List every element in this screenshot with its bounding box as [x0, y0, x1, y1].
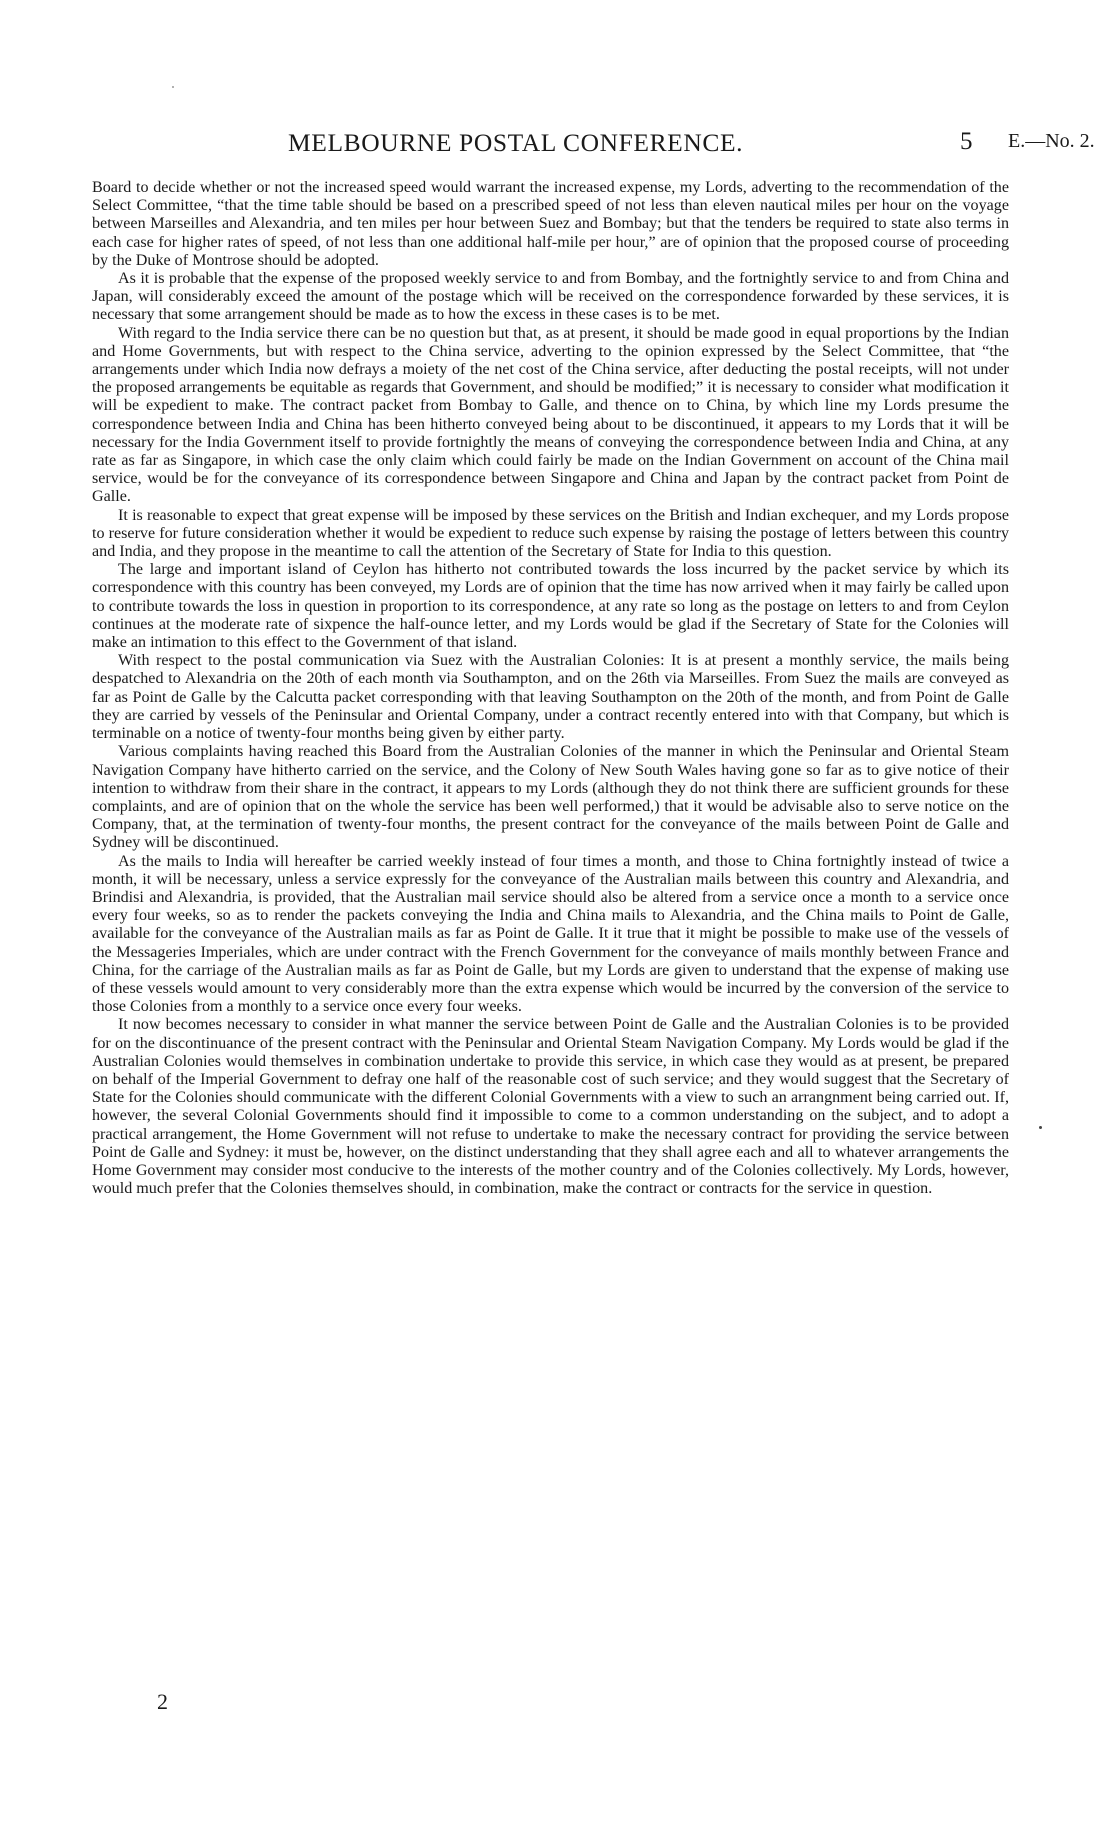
print-speck: [172, 86, 174, 88]
page-number: 5: [960, 128, 973, 155]
running-title: MELBOURNE POSTAL CONFERENCE.: [288, 128, 744, 157]
body-text: [92, 179, 1009, 1198]
paragraph: As the mails to India will hereafter be carried weekly instead of four times a month, and those to China fortnightly instead of twice a month, it will be necessary, unless a service expressly for the conveyance of the Australian mails between this country and Alexandria, and Brindisi and Alexandria, is provided, that the Australian mail service should also be altered from a service once a month to a service once every four weeks, so as to render the packets conveying the India and China mails to Alexandria, and the China mails to Point de Galle, available for the conveyance of the Australian mails as far as Point de Galle. It it true that it might be possible to make use of the vessels of the Messageries Imperiales, which are under contract with the French Government for the conveyance of mails monthly between France and China, for the carriage of the Australian mails as far as Point de Galle, but my Lords are given to understand that the expense of making use of these vessels would amount to very considerably more than the extra expense which would be incurred by the conversion of the service to those Colonies from a monthly to a service once every four weeks.: [92, 852, 1009, 1016]
paragraph: It now becomes necessary to consider in what manner the service between Point de Galle and the Australian Colonies is to be provided for on the discontinuance of the present contract with the Peninsular and Oriental Steam Navigation Company. My Lords would be glad if the Australian Colonies would themselves in combination undertake to provide this service, in which case they would as at present, be prepared on behalf of the Imperial Government to defray one half of the reasonable cost of such service; and they would suggest that the Secretary of State for the Colonies should communicate with the different Colonial Governments with a view to such an arrangnment being carried out. If, however, the several Colonial Governments should find it impossible to come to a common understanding on the subject, and to adopt a practical arrangement, the Home Government will not refuse to undertake to make the necessary contract for providing the service between Point de Galle and Sydney: it must be, however, on the distinct understanding that they shall agree each and all to whatever arrangements the Home Government may consider most conducive to the interests of the mother country and of the Colonies collectively. My Lords, however, would much prefer that the Colonies themselves should, in combination, make the contract or contracts for the service in question.: [92, 1016, 1009, 1198]
signature-mark: 2: [157, 1689, 168, 1714]
paragraph: Board to decide whether or not the increased speed would warrant the increased expense, my Lords, adverting to the recommendation of the Select Committee, “that the time table should be based on a prescribed speed of not less than eleven nautical miles per hour on the voyage between Marseilles and Alexandria, and ten miles per hour between Suez and Bombay; but that the tenders be required to state also terms in each case for higher rates of speed, of not less than one additional half-mile per hour,” are of opinion that the proposed course of proceeding by the Duke of Montrose should be adopted.: [92, 179, 1009, 269]
paragraph: With regard to the India service there can be no question but that, as at present, it should be made good in equal proportions by the Indian and Home Governments, but with respect to the China service, adverting to the opinion expressed by the Select Committee, that “the arrangements under which India now defrays a moiety of the net cost of the China service, after deducting the postal receipts, will not under the proposed arrangements be equitable as regards that Government, and should be modified;” it is necessary to consider what modification it will be expedient to make. The contract packet from Bombay to Galle, and thence on to China, by which line my Lords presume the correspondence between India and China has been hitherto conveyed being about to be discontinued, it appears to my Lords that it will be necessary for the India Government itself to provide fortnightly the means of conveying the correspondence between India and China, at any rate as far as Singapore, in which case the only claim which could fairly be made on the Indian Government on account of the China mail service, would be for the conveyance of its correspondence between Singapore and China and Japan by the contract packet from Point de Galle.: [92, 324, 1009, 506]
page-header: [0, 128, 1114, 158]
print-speck: [1039, 1126, 1042, 1129]
paragraph: As it is probable that the expense of the proposed weekly service to and from Bombay, and the fortnightly service to and from China and Japan, will considerably exceed the amount of the postage which will be received on the correspondence forwarded by these services, it is necessary that some arrangement should be made as to how the excess in these cases is to be met.: [92, 270, 1009, 324]
paragraph: Various complaints having reached this Board from the Australian Colonies of the manner in which the Peninsular and Oriental Steam Navigation Company have hitherto carried on the service, and the Colony of New South Wales having gone so far as to give notice of their intention to withdraw from their share in the contract, it appears to my Lords (although they do not think there are sufficient grounds for these complaints, and are of opinion that on the whole the service has been well performed,) that it would be advisable also to serve notice on the Company, that, at the termination of twenty-four months, the present contract for the conveyance of the mails between Point de Galle and Sydney will be discontinued.: [92, 743, 1009, 852]
document-reference: E.—No. 2.: [1008, 130, 1095, 152]
paragraph: The large and important island of Ceylon has hitherto not contributed towards the loss incurred by the packet service by which its correspondence with this country has been conveyed, my Lords are of opinion that the time has now arrived when it may fairly be called upon to contribute towards the loss in question in proportion to its correspondence, at any rate so long as the postage on letters to and from Ceylon continues at the moderate rate of sixpence the half-ounce letter, and my Lords would be glad if the Secretary of State for the Colonies will make an intimation to this effect to the Government of that island.: [92, 561, 1009, 652]
paragraph: It is reasonable to expect that great expense will be imposed by these services on the British and Indian exchequer, and my Lords propose to reserve for future consideration whether it would be expedient to reduce such expense by raising the postage of letters between this country and India, and they propose in the meantime to call the attention of the Secretary of State for India to this question.: [92, 506, 1009, 561]
paragraph: With respect to the postal communication via Suez with the Australian Colonies: It is at present a monthly service, the mails being despatched to Alexandria on the 20th of each month via Southampton, and on the 26th via Marseilles. From Suez the mails are conveyed as far as Point de Galle by the Calcutta packet corresponding with that leaving Southampton on the 20th of the month, and from Point de Galle they are carried by vessels of the Peninsular and Oriental Company, under a contract recently entered into with that Company, but which is terminable on a notice of twenty-four months being given by either party.: [92, 652, 1009, 743]
